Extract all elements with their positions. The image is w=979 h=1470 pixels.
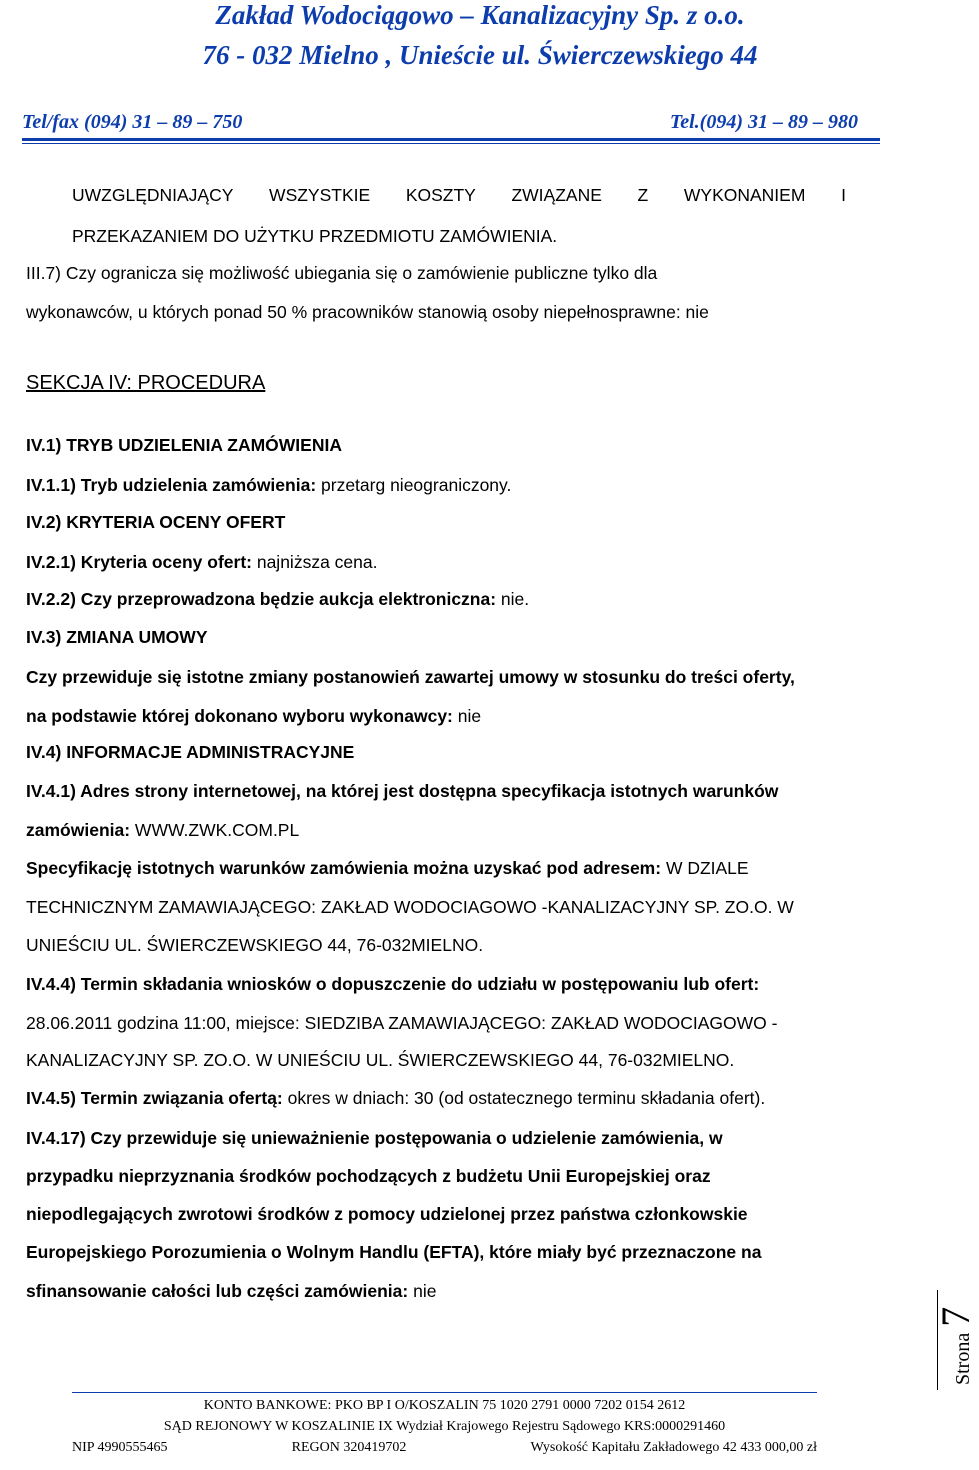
word: WYKONANIEM [683,185,806,205]
footer-bank-account: KONTO BANKOWE: PKO BP I O/KOSZALIN 75 1020 2791 0000 7202 0154 2612 [203,1398,686,1413]
iv45-label: IV.4.5) Termin związania ofertą: [26,1088,283,1108]
section-iii7-line-1: III.7) Czy ogranicza się możliwość ubiegania się o zamówienie publiczne tylko dla [26,263,658,283]
page-number [932,1307,979,1385]
footer-capital: Wysokość Kapitału Zakładowego 42 433 000,00 zł [530,1440,817,1455]
word: I [841,185,846,205]
iv417-line-3: niepodlegających zwrotowi środków z pomocy udzielonej przez państwa członkowskie [26,1204,748,1224]
iv41-line-2 [26,819,299,841]
iv3-heading: IV.3) ZMIANA UMOWY [26,627,208,647]
company-name: Zakład Wodociągowo – Kanalizacyjny Sp. z o.o. [215,0,745,30]
iv417-line-2: przypadku nieprzyznania środków pochodzących z budżetu Unii Europejskiej oraz [26,1166,711,1186]
word: KOSZTY [405,185,476,205]
footer-regon: REGON 320419702 [291,1440,407,1455]
iv21-line [26,551,377,573]
iv22-label: IV.2.2) Czy przeprowadzona będzie aukcja elektroniczna: [26,589,497,609]
iv4-heading: IV.4) INFORMACJE ADMINISTRACYJNE [26,742,355,762]
spec-label: Specyfikację istotnych warunków zamówienia można uzyskać pod adresem: [26,858,662,878]
iv45-value: okres w dniach: 30 (od ostatecznego terminu składania ofert). [282,1088,766,1108]
section-heading: SEKCJA IV: PROCEDURA [26,372,266,394]
iv11-value: przetarg nieograniczony. [316,475,512,495]
iv44-line-1: IV.4.4) Termin składania wniosków o dopuszczenie do udziału w postępowaniu lub ofert: [26,974,760,994]
spec-line-3: UNIEŚCIU UL. ŚWIERCZEWSKIEGO 44, 76-032MIELNO. [26,935,484,955]
iv3-line-2 [26,705,481,727]
iv2-heading: IV.2) KRYTERIA OCENY OFERT [26,512,286,532]
iv45-line [26,1087,765,1109]
tel-fax: Tel/fax (094) 31 – 89 – 750 [22,111,243,133]
spec-value: W DZIALE [661,858,749,878]
word: UWZGLĘDNIAJĄCY [72,185,234,205]
iv11-line [26,474,511,496]
iv417-line-1: IV.4.17) Czy przewiduje się unieważnienie postępowania o udzielenie zamówienia, w [26,1128,723,1148]
iv11-label: IV.1.1) Tryb udzielenia zamówienia: [26,475,317,495]
iv44-line-3: KANALIZACYJNY SP. ZO.O. W UNIEŚCIU UL. ŚWIERCZEWSKIEGO 44, 76-032MIELNO. [26,1050,735,1070]
iv21-label: IV.2.1) Kryteria oceny ofert: [26,552,252,572]
iv44-line-2: 28.06.2011 godzina 11:00, miejsce: SIEDZIBA ZAMAWIAJĄCEGO: ZAKŁAD WODOCIAGOWO - [26,1013,778,1033]
word: ZWIĄZANE [511,185,602,205]
footer-ids [72,1440,817,1456]
iv41-label: zamówienia: [26,820,131,840]
iv1-heading: IV.1) TRYB UDZIELENIA ZAMÓWIENIA [26,435,342,455]
spec-line-1 [26,857,749,879]
word: WSZYSTKIE [269,185,371,205]
spec-line-2: TECHNICZNYM ZAMAWIAJĄCEGO: ZAKŁAD WODOCIAGOWO -KANALIZACYJNY SP. ZO.O. W [26,897,794,917]
iv417-line-5 [26,1280,436,1302]
iv417-value: nie [408,1281,437,1301]
page-num: 7 [933,1306,978,1327]
iv417-label: sfinansowanie całości lub części zamówienia: [26,1281,409,1301]
iv22-value: nie. [496,589,530,609]
company-address: 76 - 032 Mielno , Unieście ul. Świerczewskiego 44 [202,40,758,70]
iv21-value: najniższa cena. [251,552,378,572]
header-rule [22,138,880,141]
iv417-line-4: Europejskiego Porozumienia o Wolnym Handlu (EFTA), które miały być przeznaczone na [26,1242,762,1262]
iv3-label: na podstawie której dokonano wyboru wykonawcy: [26,706,453,726]
iv41-value: WWW.ZWK.COM.PL [130,820,300,840]
continuation-line-2: PRZEKAZANIEM DO UŻYTKU PRZEDMIOTU ZAMÓWIENIA. [72,226,558,246]
word: Z [637,185,649,205]
footer-court: SĄD REJONOWY W KOSZALINIE IX Wydział Krajowego Rejestru Sądowego KRS:0000291460 [163,1419,726,1434]
iv3-line-1: Czy przewiduje się istotne zmiany postanowień zawartej umowy w stosunku do treści oferty, [26,667,795,687]
header-rule-thin [22,143,880,144]
footer-nip: NIP 4990555465 [72,1440,168,1455]
iv22-line [26,588,529,610]
iv41-line-1: IV.4.1) Adres strony internetowej, na której jest dostępna specyfikacja istotnych warunków [26,781,779,801]
continuation-line-1 [72,184,846,206]
tel: Tel.(094) 31 – 89 – 980 [669,111,858,133]
section-iii7-line-2: wykonawców, u których ponad 50 % pracowników stanowią osoby niepełnosprawne: nie [26,302,709,322]
iv3-value: nie [452,706,482,726]
footer-rule [72,1392,817,1393]
page-label: Strona [952,1332,974,1385]
